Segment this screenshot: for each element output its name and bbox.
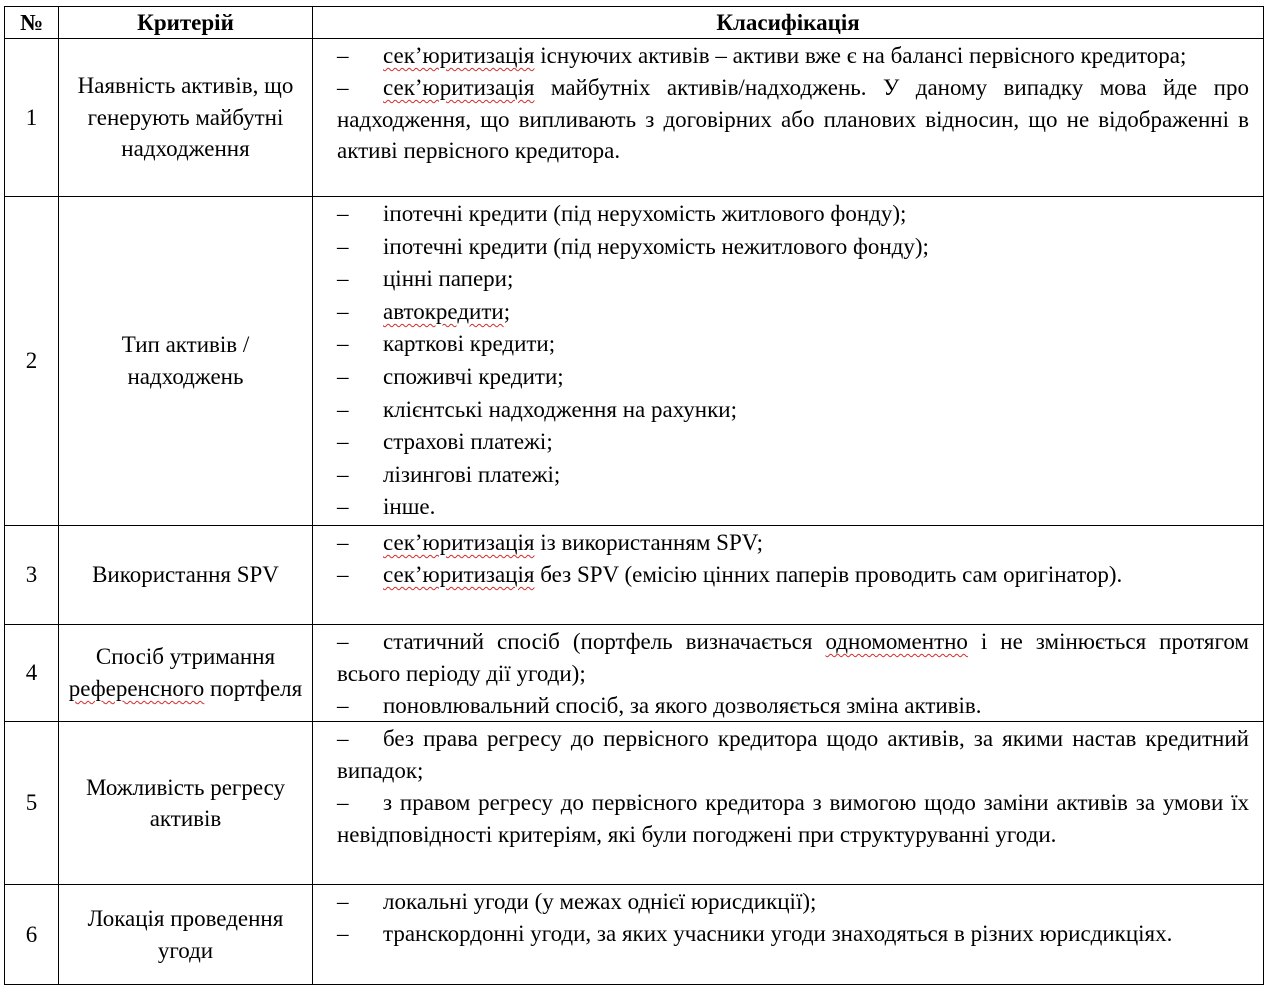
list-item: – інше. <box>337 494 436 520</box>
header-row <box>5 7 1264 39</box>
list-item: – з правом регресу до первісного кредитора з вимогою щодо заміни активів за умови їх невідповідності критеріям, які були погоджені при структуруванні угоди. <box>337 789 1249 847</box>
list-item: – іпотечні кредити (під нерухомість житлового фонду); <box>337 201 907 226</box>
row-number: 3 <box>5 526 59 625</box>
spellcheck-word: автокредити <box>383 298 504 324</box>
classification-cell <box>313 197 1264 526</box>
header-classification: Класифікація <box>313 7 1264 39</box>
list-item: – сек’юритизація існуючих активів – активи вже є на балансі первісного кредитора; <box>337 43 1187 68</box>
table-row <box>5 625 1264 722</box>
header-num: № <box>5 7 59 39</box>
list-item: – споживчі кредити; <box>337 363 564 389</box>
criterion-cell: Використання SPV <box>59 526 313 625</box>
spellcheck-word: референсного <box>68 676 205 702</box>
spellcheck-word: сек’юритизація <box>383 43 535 68</box>
spellcheck-word: сек’юритизація <box>383 561 535 587</box>
table-row <box>5 39 1264 197</box>
classification-table <box>4 6 1264 985</box>
classification-cell <box>313 39 1264 197</box>
list-item: – транскордонні угоди, за яких учасники угоди знаходяться в різних юрисдикціях. <box>337 921 1173 947</box>
row-number: 1 <box>5 39 59 197</box>
spellcheck-word: сек’юритизація <box>383 74 535 100</box>
list-item: – без права регресу до первісного кредитора щодо активів, за якими настав кредитний випадок; <box>337 726 1249 784</box>
criterion-cell: Наявність активів, що генерують майбутні надходження <box>59 39 313 197</box>
table-row <box>5 526 1264 625</box>
criterion-cell: Тип активів / надходжень <box>59 197 313 526</box>
classification-cell <box>313 722 1264 885</box>
list-item: – клієнтські надходження на рахунки; <box>337 396 737 422</box>
list-item: – локальні угоди (у межах однієї юрисдикції); <box>337 889 817 915</box>
criterion-cell: Спосіб утримання референсного портфеля <box>59 625 313 722</box>
list-item: – сек’юритизація без SPV (емісію цінних паперів проводить сам оригінатор). <box>337 561 1123 587</box>
list-item: – страхові платежі; <box>337 429 553 455</box>
classification-cell <box>313 885 1264 985</box>
header-criterion: Критерій <box>59 7 313 39</box>
row-number: 2 <box>5 197 59 526</box>
table-row <box>5 197 1264 526</box>
row-number: 4 <box>5 625 59 722</box>
classification-cell <box>313 526 1264 625</box>
table-row <box>5 722 1264 885</box>
row-number: 5 <box>5 722 59 885</box>
list-item: – іпотечні кредити (під нерухомість нежитлового фонду); <box>337 233 929 259</box>
list-item: – лізингові платежі; <box>337 461 561 487</box>
table-row <box>5 885 1264 985</box>
spellcheck-word: одномоментно <box>825 629 968 654</box>
classification-cell <box>313 625 1264 722</box>
list-item: – автокредити; <box>337 298 511 324</box>
criterion-cell: Локація проведення угоди <box>59 885 313 985</box>
list-item: – карткові кредити; <box>337 331 556 357</box>
list-item: – сек’юритизація майбутніх активів/надходжень. У даному випадку мова йде про надходження, що випливають з договірних або планових відносин, що не відображенні в активі первісного кредитора. <box>337 74 1249 164</box>
list-item: – поновлювальний спосіб, за якого дозволяється зміна активів. <box>337 692 982 718</box>
list-item: – статичний спосіб (портфель визначається одномоментно і не змінюється протягом всього періоду дії угоди); <box>337 629 1249 686</box>
criterion-cell: Можливість регресу активів <box>59 722 313 885</box>
list-item: – сек’юритизація із використанням SPV; <box>337 530 764 555</box>
spellcheck-word: сек’юритизація <box>383 530 535 555</box>
row-number: 6 <box>5 885 59 985</box>
list-item: – цінні папери; <box>337 266 514 292</box>
